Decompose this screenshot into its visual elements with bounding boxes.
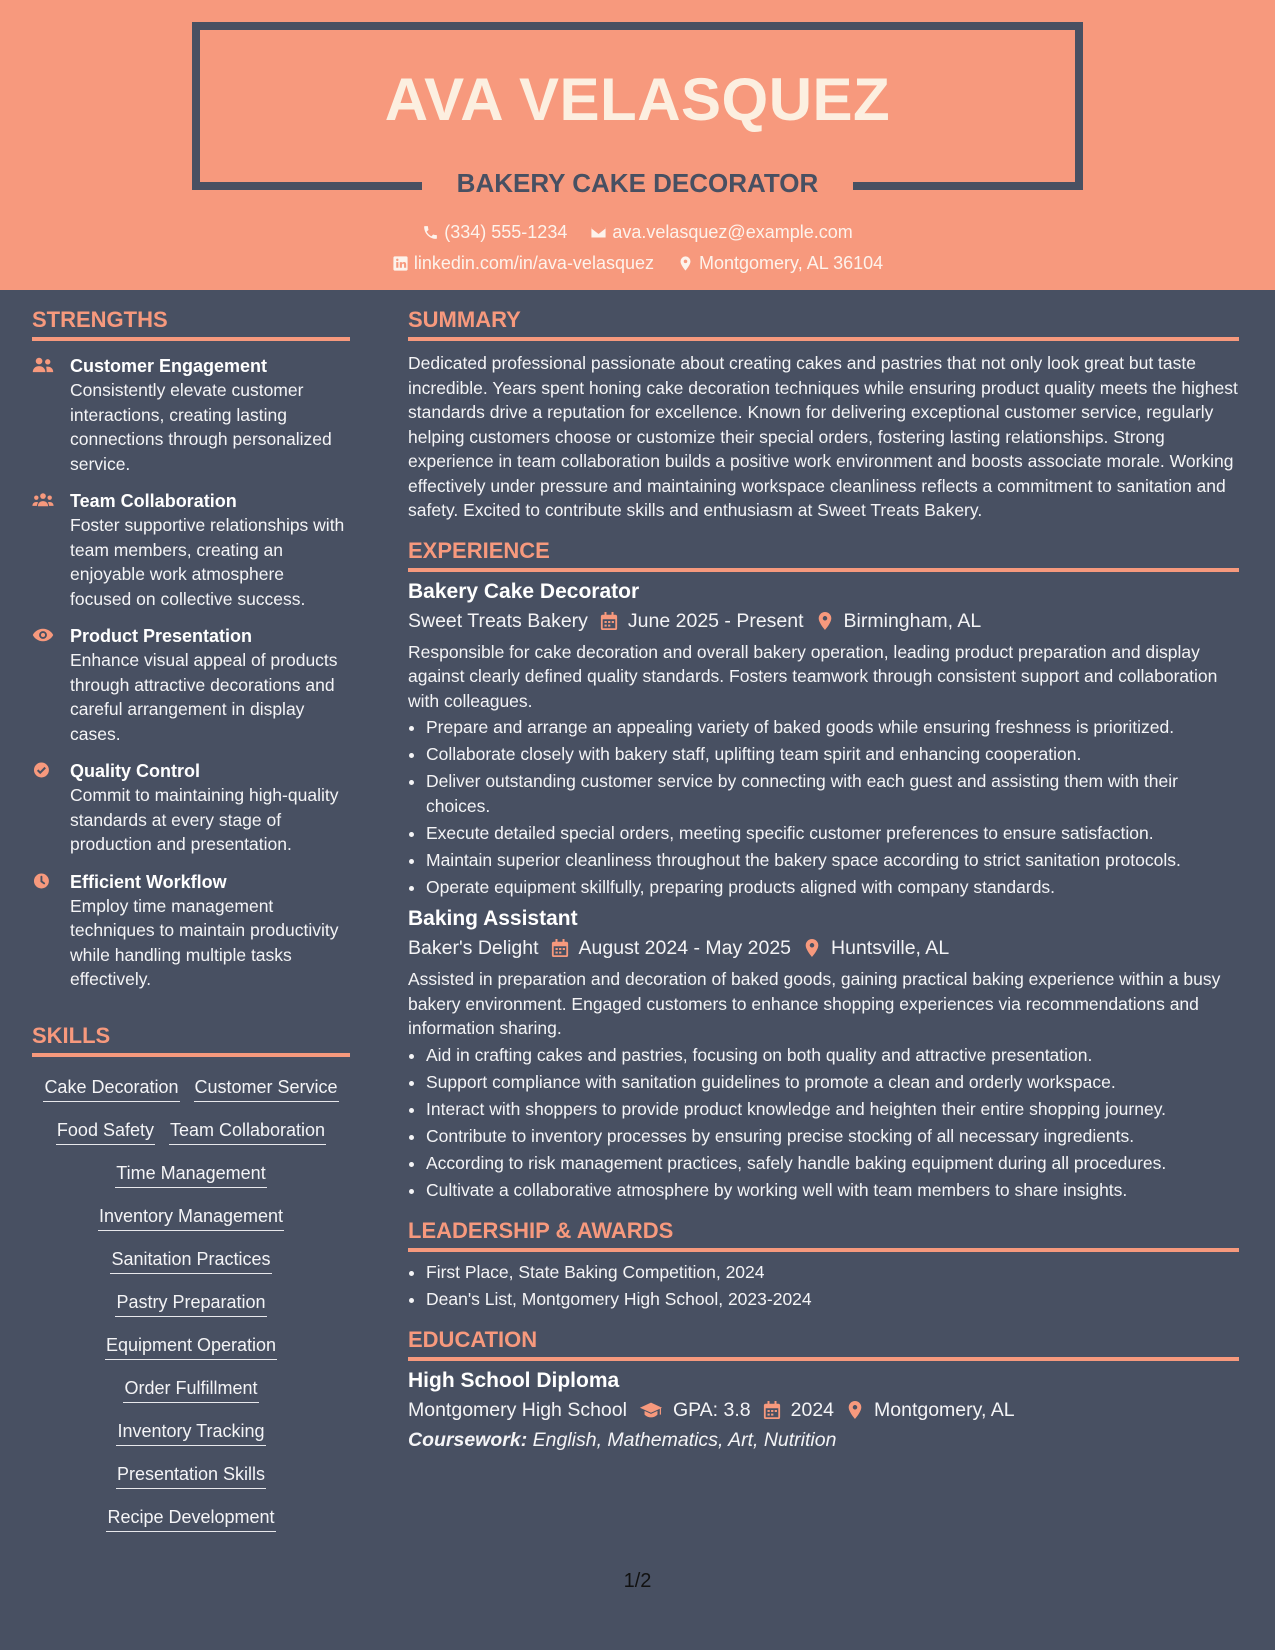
phone-icon [422, 224, 439, 241]
frame-line-left [192, 182, 422, 190]
skill-tag: Sanitation Practices [110, 1247, 271, 1274]
job-bullet: • Collaborate closely with bakery staff, uplifting team spirit and enhancing cooperation. [426, 742, 1239, 767]
strength-desc: Commit to maintaining high-quality standards at every stage of production and presentation. [70, 785, 339, 854]
job-bullet: • Aid in crafting cakes and pastries, focusing on both quality and attractive presentation. [426, 1043, 1239, 1068]
job-dates: June 2025 - Present [627, 609, 804, 632]
skill-tag: Equipment Operation [105, 1333, 277, 1360]
page-number: 1/2 [623, 1570, 652, 1592]
map-pin-icon [816, 611, 834, 631]
skill-tag: Team Collaboration [169, 1118, 326, 1145]
job-bullet: • According to risk management practices, safely handle baking equipment during all procedures. [426, 1151, 1239, 1176]
skill-tag: Time Management [115, 1161, 266, 1188]
clock-icon [32, 872, 54, 890]
strength-title: Customer Engagement [70, 356, 268, 376]
coursework-label: Coursework: [408, 1428, 528, 1451]
job-title: Baking Assistant [408, 907, 578, 930]
map-pin-icon [803, 938, 821, 958]
graduation-year: 2024 [790, 1398, 835, 1421]
calendar-icon [551, 938, 569, 958]
job-location: Birmingham, AL [843, 609, 982, 632]
job-bullet: • Prepare and arrange an appealing variety of baked goods while ensuring freshness is prioritized. [426, 715, 1239, 740]
school-name: Montgomery High School [408, 1398, 627, 1421]
gpa-text: GPA: 3.8 [672, 1398, 751, 1421]
education-entry [408, 1367, 1239, 1455]
strengths-title: STRENGTHS [32, 306, 350, 341]
right-column [408, 306, 1239, 1455]
job-description: Assisted in preparation and decoration of baked goods, gaining practical baking experience within a busy bakery environment. Engaged customers to enhance shopping experiences via recommendations and information sharing. [408, 969, 1221, 1038]
contact-row-2 [0, 251, 1275, 278]
strength-title: Team Collaboration [70, 491, 237, 511]
job-role: BAKERY CAKE DECORATOR [456, 168, 819, 198]
coursework [408, 1425, 1239, 1455]
strength-item [32, 624, 350, 746]
left-column [32, 306, 350, 1542]
envelope-icon [590, 224, 607, 241]
map-pin-icon [846, 1400, 864, 1420]
job-bullet: • Interact with shoppers to provide product knowledge and heighten their entire shopping journey. [426, 1097, 1239, 1122]
strength-item [32, 759, 350, 857]
skills-list [32, 1069, 350, 1542]
job-bullet: • Execute detailed special orders, meeting specific customer preferences to ensure satisfaction. [426, 821, 1239, 846]
job-entry [408, 578, 1239, 900]
skill-tag: Cake Decoration [43, 1075, 179, 1102]
job-bullets [408, 715, 1239, 899]
school-location: Montgomery, AL [874, 1398, 1015, 1421]
summary-text: Dedicated professional passionate about creating cakes and pastries that not only look great but taste incredible. Years spent honing cake decoration techniques while ensuring product quality meets the highest standards drive a reputation for excellence. Known for delivering exceptional customer service, regularly helping customers choose or customize their special orders, fostering lasting relationships. Strong experience in team collaboration builds a positive work environment and boosts associate morale. Working effectively under pressure and maintaining workspace cleanliness reflects a commitment to sanitation and safety. Excited to contribute skills and enthusiasm at Sweet Treats Bakery. [408, 353, 1238, 520]
job-bullet: • Deliver outstanding customer service by connecting with each guest and assisting them with their choices. [426, 769, 1239, 818]
job-bullet: • Maintain superior cleanliness throughout the bakery space according to strict sanitation protocols. [426, 848, 1239, 873]
experience-title: EXPERIENCE [408, 537, 1239, 572]
strength-title: Product Presentation [70, 626, 253, 646]
strength-item [32, 870, 350, 992]
coursework-text: English, Mathematics, Art, Nutrition [532, 1428, 837, 1451]
degree-title: High School Diploma [408, 1368, 620, 1392]
skill-tag: Inventory Tracking [116, 1419, 265, 1446]
strength-item [32, 489, 350, 611]
calendar-icon [763, 1400, 781, 1420]
skill-tag: Pastry Preparation [115, 1290, 266, 1317]
job-bullet: • Cultivate a collaborative atmosphere by working well with team members to share insights. [426, 1178, 1239, 1203]
candidate-name: AVA VELASQUEZ [384, 66, 891, 133]
check-circle-icon [32, 761, 54, 779]
job-bullets [408, 1043, 1239, 1203]
linkedin-icon [392, 255, 409, 272]
location-item [677, 251, 883, 275]
email-item[interactable] [590, 220, 852, 244]
skill-tag: Recipe Development [106, 1505, 275, 1532]
skills-title: SKILLS [32, 1022, 350, 1057]
phone-item [422, 220, 567, 244]
job-meta [408, 606, 1239, 636]
job-bullet: • Support compliance with sanitation guidelines to promote a clean and orderly workspace. [426, 1070, 1239, 1095]
awards-list [408, 1260, 1239, 1312]
awards-title: LEADERSHIP & AWARDS [408, 1217, 1239, 1252]
job-bullet: • Contribute to inventory processes by ensuring precise stocking of all necessary ingredients. [426, 1124, 1239, 1149]
users-icon [32, 356, 54, 374]
strength-title: Quality Control [70, 761, 200, 781]
users-group-icon [32, 491, 54, 509]
company-name: Baker's Delight [408, 937, 539, 959]
job-location: Huntsville, AL [831, 937, 950, 959]
calendar-icon [600, 611, 618, 631]
skill-tag: Food Safety [56, 1118, 155, 1145]
education-title: EDUCATION [408, 1326, 1239, 1361]
strength-item [32, 354, 350, 476]
skill-tag: Presentation Skills [116, 1462, 266, 1489]
education-meta [408, 1395, 1239, 1425]
skill-tag: Inventory Management [98, 1204, 284, 1231]
map-pin-icon [677, 255, 694, 272]
strength-desc: Employ time management techniques to maintain productivity while handling multiple tasks effectively. [70, 895, 339, 989]
location-text: Montgomery, AL 36104 [699, 253, 884, 273]
frame-line-right [853, 182, 1083, 190]
skill-tag: Customer Service [194, 1075, 339, 1102]
email-text: ava.velasquez@example.com [612, 222, 853, 242]
eye-icon [32, 626, 54, 644]
skill-tag: Order Fulfillment [123, 1376, 258, 1403]
header [0, 0, 1275, 290]
strength-desc: Consistently elevate customer interactions, creating lasting connections through personalized service. [70, 380, 332, 474]
graduation-cap-icon [639, 1400, 663, 1420]
job-description: Responsible for cake decoration and overall bakery operation, leading product preparation and display against clearly defined quality standards. Fosters teamwork through consistent support and collaboration with colleagues. [408, 641, 1218, 711]
strength-title: Efficient Workflow [70, 871, 227, 892]
strength-desc: Enhance visual appeal of products through attractive decorations and careful arrangement in display cases. [70, 650, 338, 744]
phone-text: (334) 555-1234 [444, 222, 568, 242]
company-name: Sweet Treats Bakery [408, 609, 588, 632]
linkedin-text: linkedin.com/in/ava-velasquez [413, 253, 654, 273]
linkedin-item[interactable] [392, 251, 654, 275]
job-bullet: • Operate equipment skillfully, preparing products aligned with company standards. [426, 875, 1239, 900]
summary-title: SUMMARY [408, 306, 1239, 341]
strength-desc: Foster supportive relationships with team members, creating an enjoyable work atmosphere focused on collective success. [70, 515, 345, 609]
job-entry [408, 905, 1239, 1202]
job-meta [408, 933, 1239, 963]
award-item: • First Place, State Baking Competition, 2024 [426, 1260, 1239, 1285]
contact-row-1 [0, 220, 1275, 247]
job-title: Bakery Cake Decorator [408, 579, 640, 603]
job-dates: August 2024 - May 2025 [578, 937, 792, 959]
award-item: • Dean's List, Montgomery High School, 2023-2024 [426, 1287, 1239, 1312]
